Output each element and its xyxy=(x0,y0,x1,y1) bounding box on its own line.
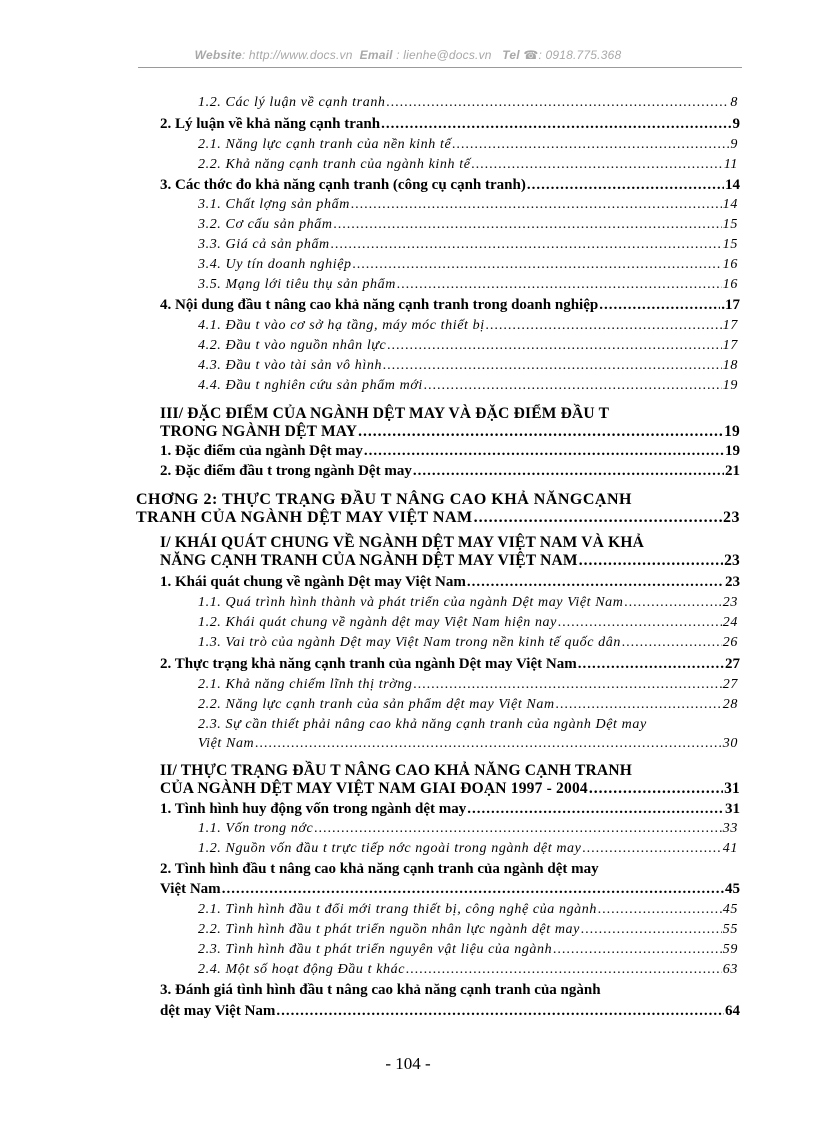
toc-entry: 1.2. Khái quát chung về ngành dệt may Việt Nam hiện nay ..... 24 xyxy=(198,615,738,631)
header-divider xyxy=(138,67,742,68)
toc-entry: 3.2. Cơ cấu sản phẩm ..... 15 xyxy=(198,217,738,233)
toc-entry: 4.4. Đầu t nghiên cứu sản phẩm mới ..... 19 xyxy=(198,378,738,394)
toc-entry-line1: 2.3. Sự cần thiết phải nâng cao khả năng cạnh tranh của ngành Dệt may xyxy=(198,717,647,732)
toc-entry: 2. Lý luận về khả năng cạnh tranh ..... 9 xyxy=(160,116,740,133)
toc-entry: 2.1. Năng lực cạnh tranh của nền kinh tế ..... 9 xyxy=(198,137,738,153)
toc-entry: 1.3. Vai trò của ngành Dệt may Việt Nam trong nền kinh tế quốc dân ..... 26 xyxy=(198,635,738,651)
toc-entry: 3. Các thớc đo khả năng cạnh tranh (công cụ cạnh tranh) ..... 14 xyxy=(160,177,740,194)
toc-entry: CỦA NGÀNH DỆT MAY VIỆT NAM GIAI ĐOẠN 1997 - 2004 ..... 31 xyxy=(160,780,740,798)
section-heading-iii: III/ ĐẶC ĐIỂM CỦA NGÀNH DỆT MAY VÀ ĐẶC ĐIỂM ĐẦU T xyxy=(160,405,610,422)
toc-entry: 2.2. Năng lực cạnh tranh của sản phẩm dệt may Việt Nam ..... 28 xyxy=(198,697,738,713)
toc-entry-line1: 2. Tình hình đầu t nâng cao khả năng cạnh tranh của ngành dệt may xyxy=(160,861,599,877)
toc-entry: 2. Đặc điểm đầu t trong ngành Dệt may ..... 21 xyxy=(160,463,740,480)
toc-entry: 4.2. Đầu t vào nguồn nhân lực ..... 17 xyxy=(198,338,738,354)
toc-entry: 2.2. Tình hình đầu t phát triển nguồn nhân lực ngành dệt may ..... 55 xyxy=(198,922,738,938)
toc-entry: 1.1. Vốn trong nớc ..... 33 xyxy=(198,821,738,837)
section-heading-ii: II/ THỰC TRẠNG ĐẦU T NÂNG CAO KHẢ NĂNG CẠNH TRANH xyxy=(160,762,632,779)
toc-entry: 2.3. Tình hình đầu t phát triển nguyên vật liệu của ngành ..... 59 xyxy=(198,942,738,958)
page-number: - 104 - xyxy=(385,1054,431,1073)
tel-label: Tel xyxy=(502,48,520,62)
email-value: : lienhe@docs.vn xyxy=(396,48,492,62)
toc-entry-line1: 3. Đánh giá tình hình đầu t nâng cao khả năng cạnh tranh của ngành xyxy=(160,982,601,998)
toc-entry: 2.4. Một số hoạt động Đầu t khác ..... 63 xyxy=(198,962,738,978)
toc-entry: TRONG NGÀNH DỆT MAY ..... 19 xyxy=(160,423,740,441)
toc-entry: 1.2. Nguồn vốn đầu t trực tiếp nớc ngoài trong ngành dệt may ..... 41 xyxy=(198,841,738,857)
toc-entry: 4.3. Đầu t vào tài sản vô hình ..... 18 xyxy=(198,358,738,374)
toc-entry: 2. Thực trạng khả năng cạnh tranh của ngành Dệt may Việt Nam ..... 27 xyxy=(160,656,740,673)
toc-entry: 2.1. Tình hình đầu t đổi mới trang thiết bị, công nghệ của ngành ..... 45 xyxy=(198,902,738,918)
toc-entry: 3.4. Uy tín doanh nghiệp ..... 16 xyxy=(198,257,738,273)
page-header xyxy=(0,48,816,62)
toc-entry: 2.2. Khả năng cạnh tranh của ngành kinh tế ..... 11 xyxy=(198,157,738,173)
toc-entry: 3.3. Giá cả sản phẩm ..... 15 xyxy=(198,237,738,253)
toc-entry: dệt may Việt Nam ..... 64 xyxy=(160,1003,740,1020)
toc-entry: NĂNG CẠNH TRANH CỦA NGÀNH DỆT MAY VIỆT NAM ..... 23 xyxy=(160,552,740,570)
website-url: : http://www.docs.vn xyxy=(241,48,353,62)
toc-entry: 1. Khái quát chung về ngành Dệt may Việt Nam ..... 23 xyxy=(160,574,740,591)
toc-entry: 1. Tình hình huy động vốn trong ngành dệt may ..... 31 xyxy=(160,801,740,818)
toc-entry: 1. Đặc điểm của ngành Dệt may ..... 19 xyxy=(160,443,740,460)
toc-entry: 3.1. Chất lợng sản phẩm ..... 14 xyxy=(198,197,738,213)
toc-entry: 3.5. Mạng lới tiêu thụ sản phẩm ..... 16 xyxy=(198,277,738,293)
toc-entry: 4. Nội dung đầu t nâng cao khả năng cạnh tranh trong doanh nghiệp ..... .17 xyxy=(160,297,740,314)
toc-entry: TRANH CỦA NGÀNH DỆT MAY VIỆT NAM ..... 23 xyxy=(136,509,740,527)
section-heading-i: I/ KHÁI QUÁT CHUNG VỀ NGÀNH DỆT MAY VIỆT NAM VÀ KHẢ xyxy=(160,534,645,551)
toc-entry: Việt Nam ..... 30 xyxy=(198,736,738,752)
toc-entry: Việt Nam ..... 45 xyxy=(160,881,740,898)
toc-entry: 4.1. Đầu t vào cơ sở hạ tầng, máy móc thiết bị ..... 17 xyxy=(198,318,738,334)
website-label: Website xyxy=(194,48,242,62)
chapter-heading: CHƠNG 2: THỰC TRẠNG ĐẦU T NÂNG CAO KHẢ NĂNGCẠNH xyxy=(136,491,632,508)
tel-value: ☎: 0918.775.368 xyxy=(523,48,622,62)
toc-entry: 1.1. Quá trình hình thành và phát triển của ngành Dệt may Việt Nam ..... .23 xyxy=(198,595,738,611)
toc-entry: 2.1. Khả năng chiếm lĩnh thị trờng ..... 27 xyxy=(198,677,738,693)
toc-entry: 1.2. Các lý luận về cạnh tranh ..... 8 xyxy=(198,95,738,111)
email-label: Email xyxy=(359,48,393,62)
